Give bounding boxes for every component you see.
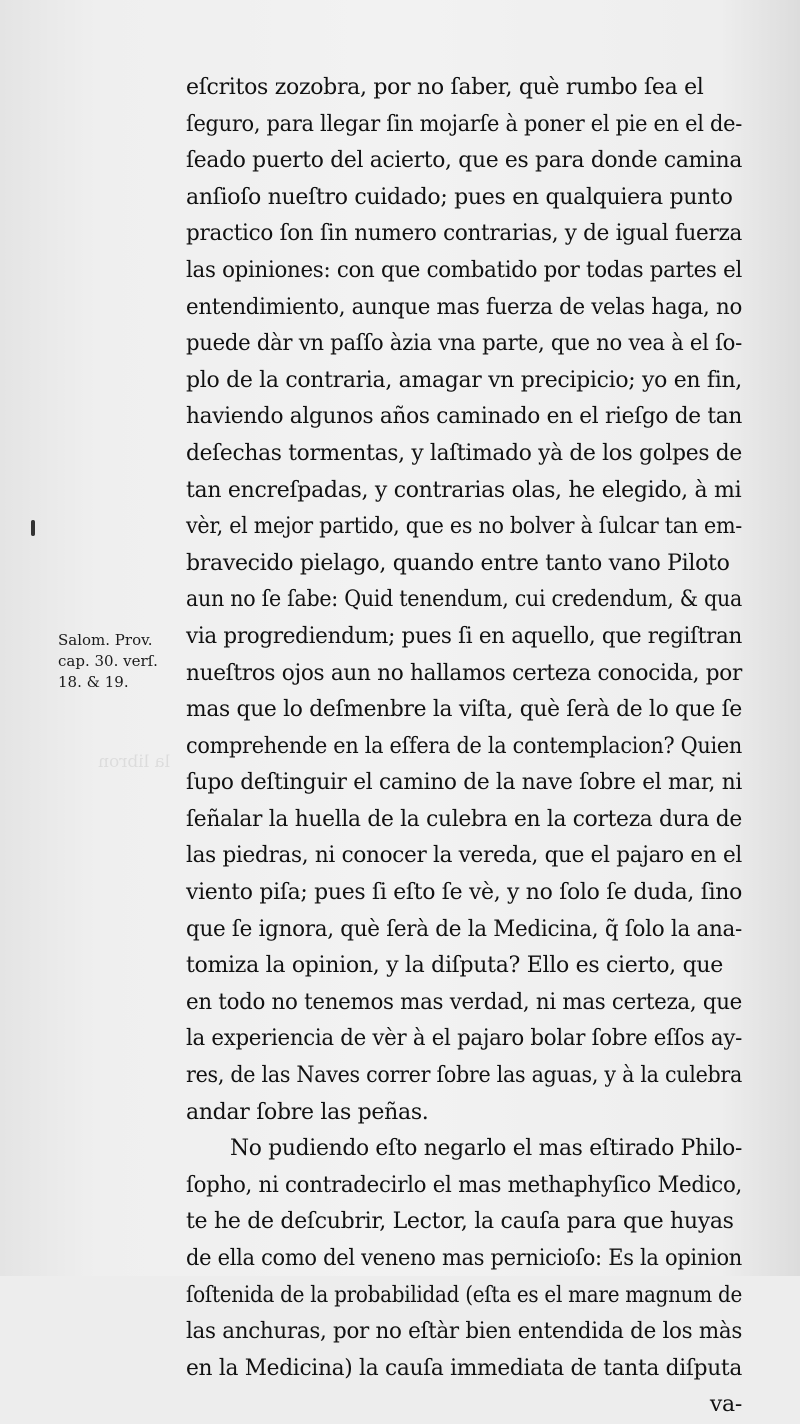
text-line-inner: No pudiendo eſto negarlo el mas eſtirado Philo- (230, 1136, 743, 1162)
text-line-inner: mas que lo deſmenbre la viſta, què ſerà de lo que ſe (186, 697, 742, 723)
text-line-inner: las opiniones: con que combatido por todas partes el (186, 257, 743, 283)
text-line (186, 107, 742, 144)
text-line-inner: las piedras, ni conocer la vereda, que el pajaro en el (186, 843, 742, 869)
text-line (186, 363, 742, 400)
text-line-inner: ſupo deſtinguir el camino de la nave ſobre el mar, ni (186, 770, 742, 796)
text-line-inner: que ſe ignora, què ſerà de la Medicina, q̃ ſolo la ana- (186, 916, 743, 942)
text-line-inner: puede dàr vn paſſo àzia vna parte, que no vea à el ſo- (186, 331, 742, 357)
text-line (186, 912, 742, 949)
text-line (186, 1095, 742, 1132)
text-line-inner: las anchuras, por no eſtàr bien entendida de los màs (186, 1319, 743, 1345)
text-line (186, 253, 742, 290)
margin-note-line: Salom. Prov. (58, 631, 153, 649)
text-line-inner: en todo no tenemos mas verdad, ni mas certeza, que (186, 989, 743, 1015)
text-line (186, 1241, 742, 1278)
text-line (186, 1278, 742, 1315)
text-line-inner: bravecido pielago, quando entre tanto vano Piloto (186, 550, 730, 576)
text-line-inner: la experiencia de vèr à el pajaro bolar ſobre eſſos ay- (186, 1026, 742, 1052)
text-line-inner: te he de deſcubrir, Lector, la cauſa para que huyas (186, 1209, 734, 1235)
text-line (186, 1168, 742, 1205)
text-line (186, 1021, 742, 1058)
text-line-inner: en la Medicina) la cauſa immediata de tanta diſputa (186, 1355, 742, 1381)
catchword: va- (709, 1392, 742, 1418)
text-line-inner: ſopho, ni contradecirlo el mas methaphyſico Medico, (186, 1172, 743, 1198)
text-line-inner: plo de la contraria, amagar vn precipicio; yo en fin, (186, 367, 742, 393)
page-edge-mark (31, 520, 35, 536)
text-line-inner: practico ſon ſin numero contrarias, y de igual fuerza (186, 221, 743, 247)
text-line (186, 729, 742, 766)
text-line-inner: haviendo algunos años caminado en el rieſgo de tan (186, 404, 742, 430)
text-line (186, 1314, 742, 1351)
text-line-inner: eſcritos zozobra, por no ſaber, què rumbo ſea el (186, 75, 704, 100)
text-line (186, 290, 742, 327)
text-line (186, 582, 742, 619)
bleed-through-text: la libron (98, 752, 171, 772)
paragraph-start-line (186, 1131, 742, 1168)
text-line (186, 1351, 742, 1388)
text-line-inner: deſechas tormentas, y laſtimado yà de los golpes de (186, 440, 742, 466)
text-line (186, 948, 742, 985)
margin-note-line: 18. & 19. (58, 673, 129, 691)
text-line (186, 326, 742, 363)
text-line (186, 838, 742, 875)
text-line-inner: anſioſo nueſtro cuidado; pues en qualquiera punto (186, 184, 733, 210)
text-line-inner: aun no ſe ſabe: Quid tenendum, cui credendum, & qua (186, 587, 742, 613)
text-line-inner: de ella como del veneno mas pernicioſo: Es la opinion (186, 1246, 742, 1271)
text-line-inner: tomiza la opinion, y la diſputa? Ello es cierto, que (186, 953, 723, 979)
text-line (186, 143, 742, 180)
text-line (186, 765, 742, 802)
text-line (186, 1058, 742, 1095)
text-line-inner: res, de las Naves correr ſobre las aguas, y à la culebra (186, 1063, 743, 1089)
text-line (186, 70, 742, 107)
text-line-inner: ſoſtenida de la probabilidad (eſta es el mare magnum de (186, 1282, 743, 1308)
text-line (186, 509, 742, 546)
text-line (186, 180, 742, 217)
text-line-inner: andar ſobre las peñas. (186, 1099, 429, 1125)
text-line-inner: nueſtros ojos aun no hallamos certeza conocida, por (186, 660, 743, 686)
text-line (186, 436, 742, 473)
text-line (186, 546, 742, 583)
text-line (186, 692, 742, 729)
text-line (186, 473, 742, 510)
text-line-inner: vèr, el mejor partido, que es no bolver à ſulcar tan em- (186, 514, 742, 540)
text-line (186, 875, 742, 912)
text-line-inner: ſeñalar la huella de la culebra en la corteza dura de (186, 806, 742, 832)
margin-note-line: cap. 30. verſ. (58, 652, 158, 670)
text-line (186, 656, 742, 693)
text-line-inner: tan encreſpadas, y contrarias olas, he elegido, à mi (186, 477, 742, 503)
text-line-inner: comprehende en la eſfera de la contemplacion? Quien (186, 733, 742, 759)
text-line (186, 216, 742, 253)
text-line (186, 399, 742, 436)
text-line-inner: viento piſa; pues ſi eſto ſe vè, y no ſolo ſe duda, ſino (186, 880, 743, 906)
text-line-inner: ſeguro, para llegar ſin mojarſe à poner el pie en el de- (186, 111, 743, 137)
text-line-inner: entendimiento, aunque mas fuerza de velas haga, no (186, 294, 742, 320)
text-line (186, 802, 742, 839)
text-line-inner: ſeado puerto del acierto, que es para donde camina (186, 148, 743, 174)
text-line (186, 985, 742, 1022)
text-line (186, 1204, 742, 1241)
text-line-inner: via progrediendum; pues ſi en aquello, que regiſtran (186, 623, 743, 649)
marginal-citation (58, 630, 180, 693)
main-text-block (186, 70, 742, 1424)
text-line (186, 619, 742, 656)
